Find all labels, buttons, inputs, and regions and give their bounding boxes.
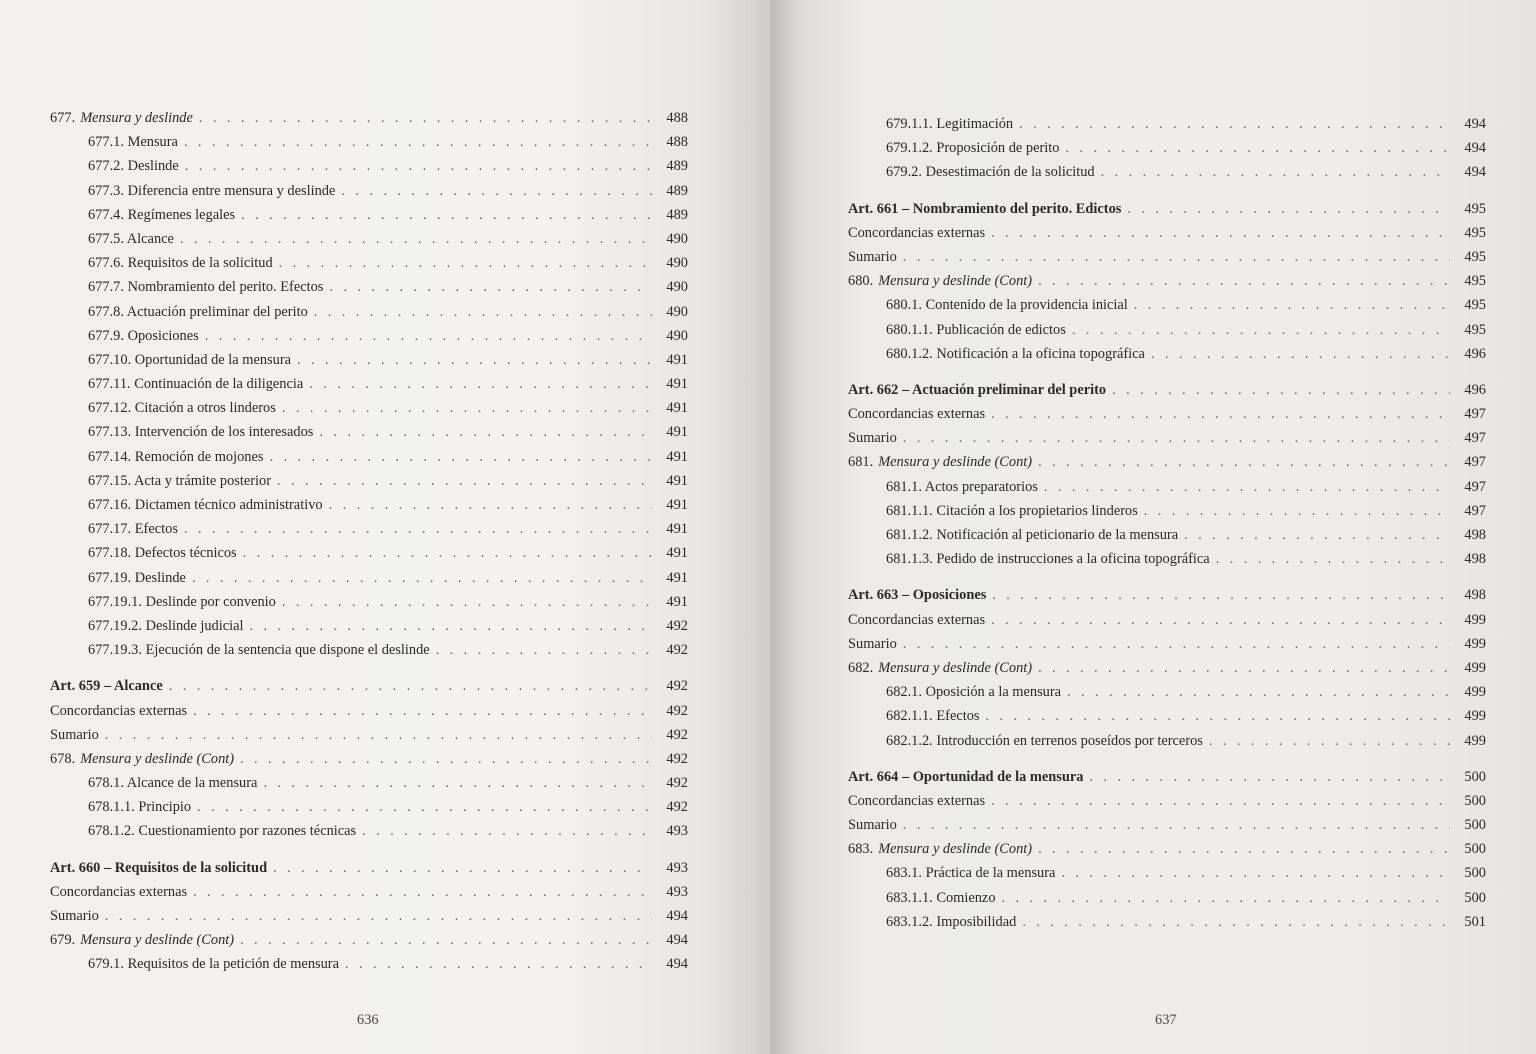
toc-entry [50,541,688,565]
toc-entry-title: 677.7. Nombramiento del perito. Efectos [88,279,324,296]
toc-entry-page: 493 [666,859,688,876]
toc-entry-title: 678.1. Alcance de la mensura [88,775,258,792]
toc-entry-page: 490 [666,279,688,296]
toc-entry [848,656,1486,680]
toc-article-heading [848,378,1486,402]
toc-entry-page: 499 [1464,708,1486,725]
toc-entry [848,475,1486,499]
toc-entry-page: 492 [666,750,688,767]
toc-entry-title: Mensura y deslinde (Cont) [878,659,1033,676]
dot-leader [184,517,652,541]
toc-entry-page: 496 [1464,381,1486,398]
dot-leader [1038,837,1450,861]
dot-leader [1038,656,1450,680]
dot-leader [243,541,652,565]
toc-entry [848,402,1486,426]
toc-entry-title: Mensura y deslinde (Cont) [878,454,1033,471]
dot-leader [1067,680,1450,704]
toc-entry-title: 678.1.2. Cuestionamiento por razones técnicas [88,823,357,840]
toc-entry-page: 498 [1464,551,1486,568]
toc-entry [50,396,688,420]
dot-leader [249,614,652,638]
dot-leader [193,699,652,723]
dot-leader [199,106,652,130]
toc-entry-title: 677.14. Remoción de mojones [88,448,264,465]
toc-entry [848,704,1486,728]
toc-article-heading [848,583,1486,607]
dot-leader [169,674,652,698]
toc-entry-page: 495 [1464,248,1486,265]
dot-leader [1127,197,1450,221]
toc-entry-page: 500 [1464,889,1486,906]
toc-entry-page: 491 [666,400,688,417]
toc-entry-title: Concordancias externas [848,792,986,809]
toc-entry [50,227,688,251]
dot-leader [986,704,1450,728]
toc-entry-page: 492 [666,678,688,695]
dot-leader [1144,499,1450,523]
toc-entry [848,886,1486,910]
toc-entry [848,837,1486,861]
toc-entry-title: 679.1. Requisitos de la petición de mensura [88,956,339,973]
toc-entry-page: 492 [666,726,688,743]
toc-entry [848,293,1486,317]
toc-entry-title: 677.19.2. Deslinde judicial [88,617,244,634]
dot-leader [277,469,652,493]
dot-leader [345,952,652,976]
toc-entry [50,324,688,348]
toc-entry [848,318,1486,342]
toc-entry-page: 500 [1464,865,1486,882]
toc-entry-title: Sumario [848,248,897,265]
toc-entry-title: 677.9. Oposiciones [88,327,199,344]
dot-leader [279,251,652,275]
dot-leader [197,795,652,819]
dot-leader [991,402,1450,426]
toc-entry-title: 677.8. Actuación preliminar del perito [88,303,308,320]
toc-entry-page: 499 [1464,732,1486,749]
dot-leader [269,445,652,469]
toc-entry-title: 677.19.3. Ejecución de la sentencia que dispone el deslinde [88,642,430,659]
toc-entry-title: Concordancias externas [848,406,986,423]
toc-entry [50,614,688,638]
right-page [770,0,1536,1054]
toc-entry-page: 492 [666,642,688,659]
toc-entry-number: 677. [50,110,76,126]
toc-entry [848,632,1486,656]
dot-leader [362,819,652,843]
toc-entry-title: 682.1.2. Introducción en terrenos poseídos por terceros [886,732,1203,749]
toc-article-heading [848,197,1486,221]
toc-entry-title: 681.1.2. Notificación al peticionario de la mensura [886,527,1179,543]
dot-leader [1044,475,1450,499]
toc-entry-title: Sumario [848,635,897,652]
toc-entry-page: 500 [1464,841,1486,858]
toc-entry [848,861,1486,885]
toc-entry-title: Mensura y deslinde (Cont) [80,750,235,767]
dot-leader [1184,523,1450,547]
toc-entry-page: 492 [666,617,688,634]
toc-entry-page: 497 [1464,454,1486,471]
toc-entry-title: 677.10. Oportunidad de la mensura [88,351,292,368]
toc-entry-title: Mensura y deslinde (Cont) [80,932,235,949]
toc-entry-page: 495 [1464,297,1486,314]
toc-entry-title: 680.1. Contenido de la providencia inicial [886,297,1128,314]
toc-entry [848,729,1486,753]
toc-entry-page: 491 [666,472,688,489]
toc-entry-title: 677.17. Efectos [88,521,178,538]
toc-entry [50,275,688,299]
toc-entry-page: 494 [666,956,688,973]
toc-entry-title: 677.12. Citación a otros linderos [88,400,276,417]
toc-entry-title: 677.15. Acta y trámite posterior [88,472,272,489]
toc-entry-title: 677.4. Regímenes legales [88,206,236,223]
toc-entry-number: 679. [50,932,76,949]
toc-entry-title: Art. 661 – Nombramiento del perito. Edictos [848,200,1122,217]
toc-entry-page: 495 [1464,273,1486,290]
toc-entry-title: 683.1.1. Comienzo [886,889,996,906]
toc-entry-page: 494 [1464,116,1486,132]
toc-entry [50,203,688,227]
toc-entry-title: Sumario [848,817,897,834]
toc-entry [848,269,1486,293]
toc-entry [50,771,688,795]
dot-leader [1134,293,1450,317]
toc-entry-page: 497 [1464,502,1486,519]
toc-entry-title: Art. 663 – Oposiciones [848,587,987,604]
dot-leader [273,856,652,880]
toc-entry-page: 494 [666,908,688,924]
toc-entry [50,348,688,372]
toc-entry [50,372,688,396]
toc-entry-number: 680. [848,273,874,290]
toc-entry [50,251,688,275]
dot-leader [241,203,652,227]
toc-entry [848,789,1486,813]
toc-entry-title: 677.18. Defectos técnicos [88,545,237,562]
dot-leader [1038,269,1450,293]
dot-leader [903,245,1450,269]
dot-leader [1151,342,1450,366]
dot-leader [903,426,1450,450]
dot-leader [903,632,1450,656]
toc-entry-title: Sumario [50,908,99,924]
toc-entry-page: 491 [666,497,688,513]
toc-entry-page: 495 [1464,224,1486,241]
toc-entry-title: 682.1.1. Efectos [886,708,980,725]
toc-entry-title: 680.1.1. Publicación de edictos [886,321,1066,338]
toc-entry-title: 679.1.1. Legitimación [886,116,1014,132]
toc-entry-page: 500 [1464,817,1486,834]
toc-entry-title: 677.1. Mensura [88,134,178,151]
toc-entry [848,160,1486,184]
toc-entry-page: 491 [666,376,688,393]
toc-entry-title: 679.1.2. Proposición de perito [886,140,1060,157]
dot-leader [185,154,652,178]
toc-entry [50,420,688,444]
toc-entry-page: 491 [666,545,688,562]
toc-entry-number: 683. [848,841,874,858]
toc-entry-title: 682.1. Oposición a la mensura [886,684,1062,701]
toc-entry-page: 496 [1464,345,1486,362]
toc-entry-page: 493 [666,883,688,900]
toc-entry-page: 500 [1464,792,1486,809]
toc-entry [848,499,1486,523]
toc-entry [848,136,1486,160]
toc-entry-page: 497 [1464,406,1486,423]
toc-entry-page: 494 [1464,164,1486,181]
toc-entry [50,130,688,154]
toc-entry-number: 678. [50,750,76,767]
dot-leader [105,904,652,928]
toc-entry [50,566,688,590]
toc-entry-title: Concordancias externas [50,883,188,900]
dot-leader [319,420,652,444]
dot-leader [1112,378,1450,402]
toc-entry [50,795,688,819]
toc-article-heading [848,765,1486,789]
toc-entry-page: 499 [1464,684,1486,701]
toc-entry [848,342,1486,366]
toc-entry-page: 494 [1464,140,1486,157]
toc-entry-page: 501 [1464,913,1486,930]
toc-entry-title: Art. 664 – Oportunidad de la mensura [848,768,1084,785]
toc-entry-page: 497 [1464,430,1486,447]
toc-entry-title: 678.1.1. Principio [88,799,192,816]
dot-leader [314,300,652,324]
dot-leader [297,348,652,372]
dot-leader [1072,318,1450,342]
toc-entry-page: 500 [1464,768,1486,785]
toc-entry [848,112,1486,136]
toc-entry-title: Art. 659 – Alcance [50,678,163,695]
toc-entry [50,445,688,469]
toc-entry-page: 491 [666,351,688,368]
toc-entry-title: 681.1.1. Citación a los propietarios linderos [886,502,1138,519]
toc-entry-title: 681.1. Actos preparatorios [886,478,1038,495]
toc-entry-title: Concordancias externas [848,611,986,628]
toc-entry-page: 488 [666,110,688,126]
toc-entry [50,300,688,324]
toc-entry-page: 492 [666,702,688,719]
toc-entry-page: 489 [666,158,688,175]
dot-leader [341,179,652,203]
toc-entry [50,179,688,203]
toc-entry-page: 491 [666,448,688,465]
toc-entry [50,723,688,747]
dot-leader [436,638,652,662]
toc-entry-page: 491 [666,521,688,538]
toc-entry-title: Concordancias externas [50,702,188,719]
toc-entry-page: 498 [1464,527,1486,543]
toc-entry-page: 492 [666,775,688,792]
toc-entry-title: 683.1. Práctica de la mensura [886,865,1056,882]
toc-entry-title: 677.11. Continuación de la diligencia [88,376,304,393]
toc-entry [848,426,1486,450]
dot-leader [992,583,1450,607]
toc-entry-title: 677.6. Requisitos de la solicitud [88,255,273,272]
toc-entry-page: 492 [666,799,688,816]
toc-entry-title: 677.5. Alcance [88,230,174,247]
toc-entry [50,819,688,843]
dot-leader [991,221,1450,245]
toc-list [50,106,688,977]
toc-entry-title: 677.13. Intervención de los interesados [88,424,314,441]
dot-leader [991,608,1450,632]
toc-entry-page: 494 [666,932,688,949]
toc-entry [50,928,688,952]
dot-leader [192,566,652,590]
dot-leader [1002,886,1450,910]
toc-entry-page: 489 [666,182,688,199]
dot-leader [240,747,652,771]
toc-entry [50,517,688,541]
dot-leader [1089,765,1450,789]
toc-entry [848,910,1486,934]
dot-leader [991,789,1450,813]
toc-entry-title: Sumario [848,430,897,447]
dot-leader [309,372,652,396]
toc-entry [50,747,688,771]
toc-entry [50,469,688,493]
toc-entry [848,813,1486,837]
toc-entry [848,547,1486,571]
toc-entry [50,590,688,614]
toc-entry-page: 499 [1464,635,1486,652]
toc-entry-page: 490 [666,303,688,320]
dot-leader [1019,112,1450,136]
toc-entry-page: 491 [666,593,688,610]
toc-entry-page: 490 [666,255,688,272]
toc-entry-title: 677.16. Dictamen técnico administrativo [88,497,323,513]
toc-entry-title: 677.19.1. Deslinde por convenio [88,593,276,610]
toc-article-heading [50,674,688,698]
toc-entry-number: 682. [848,659,874,676]
toc-entry [50,904,688,928]
toc-list [848,112,1486,934]
page-number: 636 [357,1012,379,1028]
toc-entry-title: Mensura y deslinde (Cont) [878,273,1033,290]
dot-leader [282,396,652,420]
toc-entry [848,221,1486,245]
dot-leader [1022,910,1450,934]
dot-leader [903,813,1450,837]
toc-entry-title: Art. 660 – Requisitos de la solicitud [50,859,268,876]
toc-entry-page: 490 [666,230,688,247]
dot-leader [184,130,652,154]
toc-entry-title: 677.19. Deslinde [88,569,186,586]
dot-leader [1061,861,1450,885]
dot-leader [240,928,652,952]
toc-entry-page: 499 [1464,611,1486,628]
toc-entry-title: Sumario [50,726,99,743]
toc-entry [50,493,688,517]
toc-entry [848,680,1486,704]
toc-entry [50,154,688,178]
toc-entry-title: 681.1.3. Pedido de instrucciones a la oficina topográfica [886,551,1210,568]
dot-leader [105,723,652,747]
toc-entry [50,638,688,662]
page-number: 637 [1155,1012,1177,1028]
toc-entry-page: 495 [1464,321,1486,338]
dot-leader [329,493,652,517]
toc-entry-page: 493 [666,823,688,840]
toc-entry-page: 491 [666,569,688,586]
toc-entry [848,245,1486,269]
toc-entry-title: Art. 662 – Actuación preliminar del perito [848,381,1107,398]
toc-article-heading [50,856,688,880]
toc-entry-title: Mensura y deslinde (Cont) [878,841,1033,858]
dot-leader [1101,160,1450,184]
toc-entry [848,523,1486,547]
dot-leader [282,590,652,614]
toc-entry-title: 677.2. Deslinde [88,158,179,175]
toc-entry [50,106,688,130]
toc-entry [50,880,688,904]
toc-entry [50,952,688,976]
toc-entry-title: Mensura y deslinde [80,110,193,126]
toc-entry-title: 679.2. Desestimación de la solicitud [886,164,1095,181]
toc-entry-title: 677.3. Diferencia entre mensura y deslinde [88,182,336,199]
dot-leader [1065,136,1450,160]
dot-leader [263,771,652,795]
toc-entry-page: 499 [1464,659,1486,676]
toc-entry-page: 498 [1464,587,1486,604]
toc-entry-page: 490 [666,327,688,344]
toc-entry [50,699,688,723]
toc-entry-page: 488 [666,134,688,151]
toc-entry-page: 495 [1464,200,1486,217]
dot-leader [193,880,652,904]
toc-entry-page: 497 [1464,478,1486,495]
dot-leader [1216,547,1450,571]
toc-entry [848,608,1486,632]
dot-leader [1209,729,1450,753]
dot-leader [1038,450,1450,474]
dot-leader [205,324,652,348]
dot-leader [180,227,652,251]
toc-entry-page: 491 [666,424,688,441]
toc-entry-page: 489 [666,206,688,223]
dot-leader [329,275,652,299]
toc-entry-title: 680.1.2. Notificación a la oficina topográfica [886,345,1145,362]
toc-entry [848,450,1486,474]
toc-entry-title: 683.1.2. Imposibilidad [886,913,1017,930]
toc-entry-title: Concordancias externas [848,224,986,241]
toc-entry-number: 681. [848,454,874,471]
